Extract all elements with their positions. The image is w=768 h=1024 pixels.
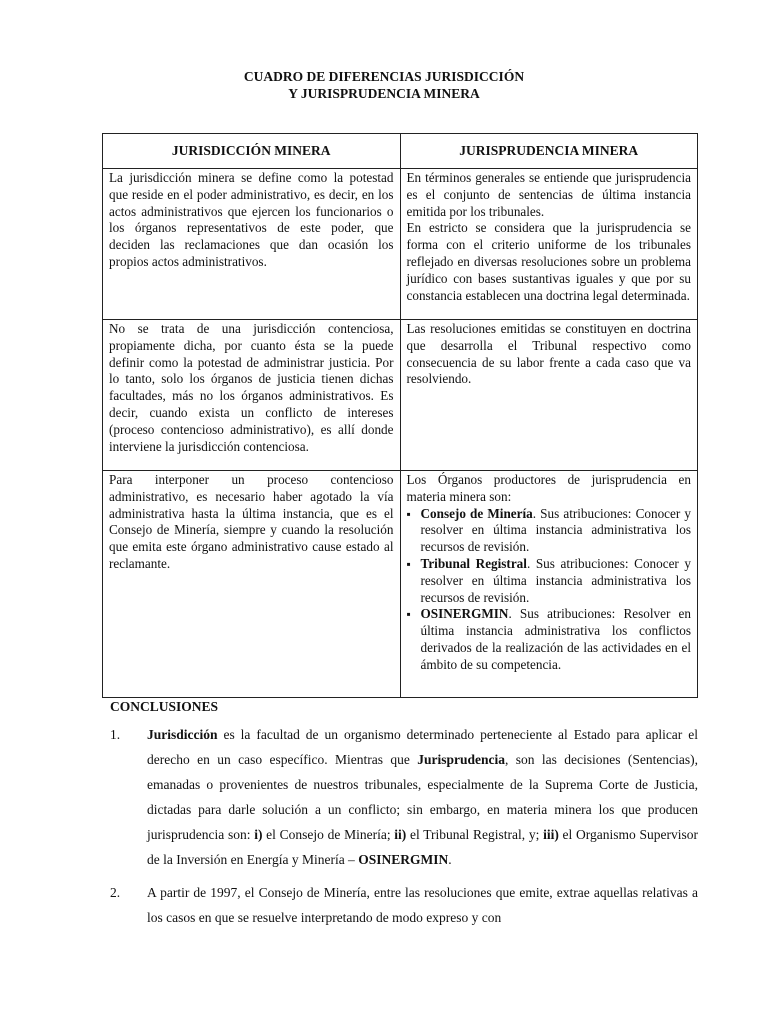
item-number: 1. (110, 727, 121, 742)
cell-paragraph: Los Órganos productores de jurisprudencia en materia minera son: (406, 472, 691, 504)
bold-term: Jurisprudencia (417, 752, 505, 767)
table-cell-right (400, 169, 698, 320)
table-cell-right (400, 320, 698, 471)
table-header-row (103, 134, 698, 169)
bullet-text: . Sus atribuciones: Conocer y resolver en última instancia administrativa los recursos de revisión. (420, 555, 691, 605)
table-row (103, 320, 698, 471)
bold-term: iii) (543, 827, 559, 842)
item-number: 2. (110, 885, 121, 900)
table-cell-left (103, 471, 401, 698)
conclusions-heading: CONCLUSIONES (110, 699, 219, 714)
bullet-bold: OSINERGMIN (420, 606, 509, 622)
organs-list (407, 506, 692, 674)
table-row (103, 471, 698, 698)
title-line-1: CUADRO DE DIFERENCIAS JURISDICCIÓN (243, 69, 525, 84)
item-text: el Organismo Supervisor de la Inversión en Energía y Minería – (147, 827, 698, 867)
table-cell-left (103, 320, 401, 471)
bold-term: i) (254, 827, 263, 842)
bold-term: OSINERGMIN (358, 852, 449, 867)
item-text: A partir de 1997, el Consejo de Minería, entre las resoluciones que emite, extrae aquellas relativas a los casos en que se resuelve interpretando de modo expreso y con (147, 885, 698, 925)
document-title (0, 68, 768, 102)
item-text: el Consejo de Minería; (262, 827, 395, 842)
item-text: es la facultad de un organismo determinado perteneciente al Estado para aplicar el derecho en un caso específico. Mientras que (147, 727, 698, 767)
conclusions-list (110, 722, 698, 938)
item-text: el Tribunal Registral, y; (406, 827, 544, 842)
list-item (407, 506, 692, 556)
bold-term: Jurisdicción (147, 727, 218, 742)
title-line-2: Y JURISPRUDENCIA MINERA (288, 86, 480, 101)
item-text: , son las decisiones (Sentencias), emanadas o provenientes de nuestros tribunales, especialmente de la Suprema Corte de Justicia, dictadas para darle solución a un conflicto; sin embargo, en materia minera los que producen jurisprudencia son: (147, 752, 698, 842)
cell-paragraph: No se trata de una jurisdicción contenciosa, propiamente dicha, por cuanto ésta se la puede definir como la potestad de administrar justicia. Por lo tanto, solo los órganos de justicia tienen dichas facultades, más no los órganos administrativos. Es decir, cuando exista un conflicto de intereses (proceso contencioso administrativo), es allí donde interviene la jurisdicción contenciosa. (109, 321, 394, 454)
cell-paragraph: En términos generales se entiende que jurisprudencia es el conjunto de sentencias de última instancia emitida por los tribunales. (406, 170, 691, 219)
bullet-bold: Consejo de Minería (420, 505, 533, 521)
conclusion-item (110, 880, 698, 930)
item-text: . (448, 852, 452, 867)
list-item (407, 606, 692, 673)
cell-paragraph: En estricto se considera que la jurisprudencia se forma con el criterio uniforme de los tribunales reflejado en diversas resoluciones sobre un problema jurídico con bases sustantivas iguales y que por su constancia establecen una doctrina legal determinada. (406, 220, 691, 303)
table-cell-left (103, 169, 401, 320)
bullet-text: . Sus atribuciones: Resolver en última instancia administrativa los conflictos derivados de la realización de las actividades en el ámbito de su competencia. (420, 606, 691, 672)
table-cell-right (400, 471, 698, 698)
bold-term: ii) (394, 827, 407, 842)
bullet-text: . Sus atribuciones: Conocer y resolver en última instancia administrativa los recursos de revisión. (420, 505, 691, 555)
cell-paragraph: La jurisdicción minera se define como la potestad que reside en el poder administrativo, es decir, en los actos administrativos que ejercen los funcionarios o los órganos representativos de este poder, que deciden las reclamaciones que dan ocasión los propios actos administrativos. (109, 170, 394, 269)
header-jurisdiccion: JURISDICCIÓN MINERA (103, 134, 401, 169)
list-item (407, 556, 692, 606)
bullet-bold: Tribunal Registral (420, 555, 527, 571)
comparison-table (102, 133, 698, 698)
header-jurisprudencia: JURISPRUDENCIA MINERA (400, 134, 698, 169)
cell-paragraph: Las resoluciones emitidas se constituyen en doctrina que desarrolla el Tribunal respectivo como consecuencia de su labor frente a cada caso que va resolviendo. (406, 321, 691, 387)
cell-paragraph: Para interponer un proceso contencioso administrativo, es necesario haber agotado la vía administrativa hasta la última instancia, que es el Consejo de Minería, siempre y cuando la resolución que emita este órgano administrativo cause estado al reclamante. (109, 472, 394, 571)
table-row (103, 169, 698, 320)
conclusion-item (110, 722, 698, 872)
